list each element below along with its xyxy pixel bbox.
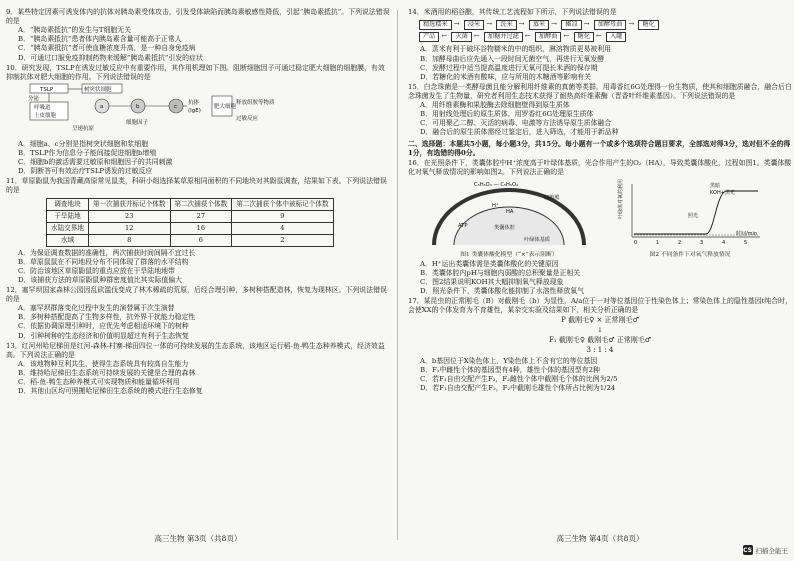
table-cell: 9 [232,210,333,222]
question-13-option-c: C．稻-鱼-鸭生态种养模式可实现物质和能量循环利用 [18,378,180,387]
fig1-top-label: C₅H₅O₄ — C₅H₅O₄ [474,182,519,189]
flow-step: 入罐 [606,32,626,42]
diagram-resp-label: 呼吸道 [34,104,51,111]
question-16 [408,159,792,296]
flow-step: 灭菌 [451,32,471,42]
question-14-option-d: D．若糖化的米酒有酸味，应与所用的木糖酒等影响有关 [420,72,591,81]
table-row [47,210,334,222]
question-13-option-b: B．维持哈尼梯田生态系统可持续发展的关键是合理的森林 [18,368,196,377]
arrow-right-icon: → [551,20,557,29]
fig1-h-label: H⁺ [492,203,499,210]
diagram-tslp-label: TSLP [40,86,54,93]
right-page [408,8,792,548]
fig2-ylabel: 叶绿体对氧的利用速率 [618,179,624,220]
question-15-stem: 15．白念珠菌是一类酵母菌且能分解利用纤维素的真菌等类群，用毒香红6G处理得一份生物质，使其和细胞质融合，融合后白念珠菌发生了生物量，研究者利用生态技术获得了耐热高纤维素酶（晋香叶纤维素基因）。下列说法错误的是 [408,82,792,101]
table-cell: 干旱陆地 [47,210,89,222]
table-cell: 水陆交界地 [47,222,89,234]
scanner-logo-icon: CS [743,546,752,554]
arrow-left-icon: ← [563,32,570,41]
question-10 [6,64,390,177]
left-page [6,8,390,548]
fig2-xlabel: 时间/min [736,231,758,238]
arrow-left-icon: ← [524,32,531,41]
fig2-legend-dark: 黑暗 [710,183,721,190]
question-10-option-b: B．TSLP作为信息分子能间接促进细胞b增殖 [18,148,157,157]
question-12-option-a: A．塞罕坝群落变化过程中发生的演替属于次生演替 [18,304,175,313]
oxygen-release-chart [610,179,770,249]
cross-diagram [408,316,792,355]
diagram-ige-label: (IgE) [188,107,201,114]
flow-step: 洗米 [496,20,516,30]
question-14-option-a: A．蒸米有利于破坏谷物糯米的中的组织，淋溶物质更易被利用 [420,45,612,54]
diagram-dc-label: 树突状细胞 [84,86,112,93]
question-17-stem: 17．某昆虫的正常刚毛（B）对截刚毛（b）为显性，A/a位于一对等位基因位于性染色体上；常染色体上的隐性基因t纯合时，会使XX的个体发育为不育雄性，某杂交实验及结果如下，相关分析正确的是 [408,297,792,315]
question-12-option-d: D．引种树种的生态经济和价值明显超过有利于生态恢复 [18,331,189,340]
diagram-present-label: 呈递抗原 [72,125,95,132]
left-page-footer: 高三生物 第3页（共8页） [154,534,242,544]
question-13-option-d: D．其他山区均可照搬哈尼梯田生态系统的模式进行生态修复 [18,387,203,396]
question-16-option-c: C．图2结果说明KOH其大幅抑制氧气释放现象 [420,277,564,286]
table-header-cell: 第二次捕获个体中被标记个体数 [232,198,333,210]
diagram-cell-b: b [136,103,140,110]
flow-step: 浸米 [464,20,484,30]
question-11-option-b: B．草原鼠鼠在不同地段分布不同体现了群落的水平结构 [18,257,189,266]
diagram-cytokine-label: 细胞因子 [126,119,149,126]
question-16-figures [414,179,792,260]
question-15 [408,83,792,138]
fig2-legend-light: 照光 [688,213,699,220]
mark-recapture-table [46,198,334,247]
question-11-stem: 11．草原鼢鼠为我国青藏高原常见鼠类，科研小组选择某草原相同面积的不同地块对其鼢鼠调查，结果如下表。下列说法错误的是 [6,177,387,195]
diagram-cell-c: c [174,103,178,110]
question-11 [6,177,390,285]
diagram-cell-a: a [100,103,104,110]
figure-1-caption: 图1 类囊体酸化模型（“×”表示阻断） [460,252,558,259]
question-12-option-b: B．多树种搭配提高了生物多样性，抗外界干扰能力稳定性 [18,313,196,322]
arrow-left-icon: ← [441,32,448,41]
diagram-antibody-label: 抗体 [188,99,200,106]
table-header-cell: 第一次捕获并标记个体数 [88,198,170,210]
fig2-legend-koh: KOH+黑光 [710,190,735,197]
arrow-left-icon: ← [473,32,480,41]
question-13-option-a: A．该地物种互利共生，使得生态系统具有较高自生能力 [18,359,189,368]
flow-step: 摊凉 [561,20,581,30]
question-10-stem: 10．研究发现，TSLP在诱发过敏反应中有重要作用，其作用机理如下图。阻断细胞因子可通过稳定肥大细胞的细胞膜，有效抑制抗体对肥大细胞的作用。下列说法错误的是 [6,63,385,81]
table-cell: 水域 [47,234,89,246]
question-11-option-c: C．防治该地区草原鼢鼠的重点应放在干旱陆地地带 [18,266,175,275]
question-15-option-c: C．可用聚乙二醇、灭活的病毒、电激等方法诱导原生质体融合 [420,119,612,128]
table-cell: 6 [170,234,232,246]
arrow-right-icon: → [453,20,460,29]
table-cell: 8 [88,234,170,246]
fig1-membrane-label: 细胞膜 [544,195,560,202]
question-16-stem: 16．在光照条件下，类囊体腔中H⁺浓度高于叶绿体基质，光合作用产生的O₂（HA），导致类囊体酸化，过程如图1。类囊体酸化对氧气释放情况的影响如图2。下列说法正确的是 [408,158,792,176]
fig1-ha-label: HA [506,209,514,216]
question-16-option-a: A．H⁺运出类囊体需是类囊体酸化的关键原因 [420,259,559,268]
tslp-mechanism-diagram [26,82,286,140]
cross-arrow-icon: ↓ [597,326,603,335]
arrow-right-icon: → [486,20,493,29]
table-cell: 23 [88,210,170,222]
question-12 [6,286,390,341]
question-10-option-d: D．阴断答可有效治疗TSLP诱发的过敏反应 [18,167,153,176]
flow-step: 加酵母曲 [594,20,627,30]
question-11-option-a: A．为保证调查数据的准确性，两次捕获时间间隔不宜过长 [18,248,196,257]
table-cell: 16 [170,222,232,234]
scanner-logo-text: 扫描全能王 [755,546,788,555]
question-15-option-d: D．融合后的原生质体需经过鉴定后，进入筛选，才能用于新品种 [420,128,619,137]
question-14-option-c: C．发酵过程中适当提高温度进行无氧可提长米酒的保存期 [420,63,598,72]
question-14-option-b: B．加酵母曲后应先通入一段时间无菌空气，再进行无氧发酵 [420,54,605,63]
arrow-left-icon: ← [595,32,602,41]
question-10-option-a: A．细胞a、c分别是指树突状细胞和浆细胞 [18,139,149,148]
fig1-lumen-label: 类囊体腔 [494,225,515,232]
question-15-option-b: B．用射线处理后的原生质体，用罗香红6G处理原生质体 [420,110,594,119]
question-11-option-d: D．该捕获方法的草原鼢鼠种群密度值比其实际值偏大 [18,275,183,284]
question-16-option-b: B．类囊体腔内pH与细胞内弱酸的总积聚量是正相关 [420,268,581,277]
question-9-option-b: B．“胰岛素抵抗”患者体内胰岛素含量可能高于正常人 [18,35,182,44]
fig2-tick: 3 [700,240,704,247]
arrow-right-icon: → [583,20,590,29]
question-15-option-a: A．用纤维素酶和果胶酶去除细胞壁得到原生质体 [420,101,570,110]
diagram-epi-label: 上皮细胞 [34,112,57,119]
flow-step: 精选糯米 [419,20,452,30]
flow-step: 加酵曲 [535,32,562,42]
question-10-option-c: C．细胞b的激活需要过敏原和细胞因子的共同刺激 [18,158,173,167]
cross-parents: P 截刚毛♀ × 正常刚毛♂ [561,316,639,325]
question-17-option-c: C．若F₁自由交配产生F₂，F₂雌性个体中截刚毛个体的比例为2/5 [420,374,618,383]
figure-2 [610,179,770,260]
page-divider [397,10,398,540]
table-header-cell: 调查地块 [47,198,89,210]
question-17-option-b: B．F₁中雌性个体的基因型有4种，雄性个体的基因型有2种 [420,365,600,374]
thylakoid-model-diagram [414,179,604,249]
cross-f1: F₁ 截刚毛♀ 截刚毛♂ 正常刚毛♂ [548,336,651,345]
flow-step: 蒸米 [529,20,549,30]
arrow-right-icon: → [518,20,525,29]
fig2-tick: 2 [678,240,682,247]
question-9 [6,8,390,63]
right-page-footer: 高三生物 第4页（共8页） [556,534,644,544]
diagram-allergy-label: 过敏反应 [236,115,259,122]
question-9-option-c: C．“胰岛素抵抗”者可使血糖浓度升高，是一种自身免疫病 [18,44,196,53]
table-cell: 2 [232,234,333,246]
fig1-stroma-label: 叶绿体基质 [524,237,550,244]
question-9-option-d: D．可通过口服免疫抑制药物来缓解“胰岛素抵抗”引发的症状 [18,53,203,62]
question-14-stem: 14．米酒用的稻谷酿，其传统工艺流程如下所示，下列说法错误的是 [408,8,617,16]
question-14 [408,8,792,82]
section-2-heading: 二、选择题：本题共5小题，每小题3分，共15分。每小题有一个或多个选项符合题目要求，全部选对得3分，选对但不全的得1分，有选错的得0分。 [408,139,791,157]
table-header-row [47,198,334,210]
question-12-option-c: C．依据协调原理引种时，应优先考虑相适环境下的树种 [18,322,189,331]
fig2-tick: 0 [634,240,638,247]
question-13-stem: 13．红河州哈尼梯田是红河-森林-村寨-梯田四位一体的可持续发展的生态系统，该地区运行稻-鱼-鸭生态种养模式，经济效益高。下列说法正确的是 [6,341,385,359]
question-9-option-a: A．“胰岛素抵抗”的发生与T细胞无关 [18,26,132,35]
table-row [47,234,334,246]
fig1-atp-label: ATP [458,223,468,230]
diagram-split-label: 分泌 [28,95,40,102]
fig2-tick: 1 [656,240,660,247]
question-12-stem: 12．塞罕坝国家森林公园因乱砍滥伐变成了林木稀疏的荒原，后经合理引种，多树种搭配造林，恢复为现林区。下列说法错误的是 [6,285,387,304]
question-13 [6,342,390,397]
table-header-cell: 第二次捕获个体数 [170,198,232,210]
diagram-mast-label: 肥大细胞 [214,103,237,110]
flow-step: 加糖并过滤 [484,32,523,42]
question-16-option-d: D．照光条件下，类囊体酸化能抑制了水溶性释放氧气 [420,287,585,296]
table-cell: 12 [88,222,170,234]
flow-step: 糖化 [638,20,658,30]
figure-2-caption: 图2 不同条件下对氧气释放情况 [649,252,731,259]
question-17-option-a: A．b基因位于X染色体上，Y染色体上不含有它的等位基因 [420,356,598,365]
arrow-right-icon: → [628,20,635,29]
scanner-watermark [743,545,789,555]
figure-1 [414,179,604,260]
table-row [47,222,334,234]
question-17 [408,297,792,393]
table-cell: 27 [170,210,232,222]
flow-step: 产品 [419,32,439,42]
flow-step: 糖化 [574,32,594,42]
fig2-tick: 4 [722,240,726,247]
table-cell: 4 [232,222,333,234]
rice-wine-flowchart [418,19,792,43]
question-17-option-d: D．若F₁自由交配产生F₂，F₂中截刚毛雄性个体所占比例为1/24 [420,383,616,392]
question-9-stem: 9．某些特定因素可诱发体内的抗体对胰岛素受体攻击，引发受体缺陷而胰岛素敏感性降低，引起“胰岛素抵抗”。下列说法错误的是 [6,8,390,26]
diagram-release-label: 释放组胺等物质 [236,99,275,106]
cross-ratio: 3 : 1 : 4 [586,345,614,354]
fig2-tick: 5 [744,240,748,247]
